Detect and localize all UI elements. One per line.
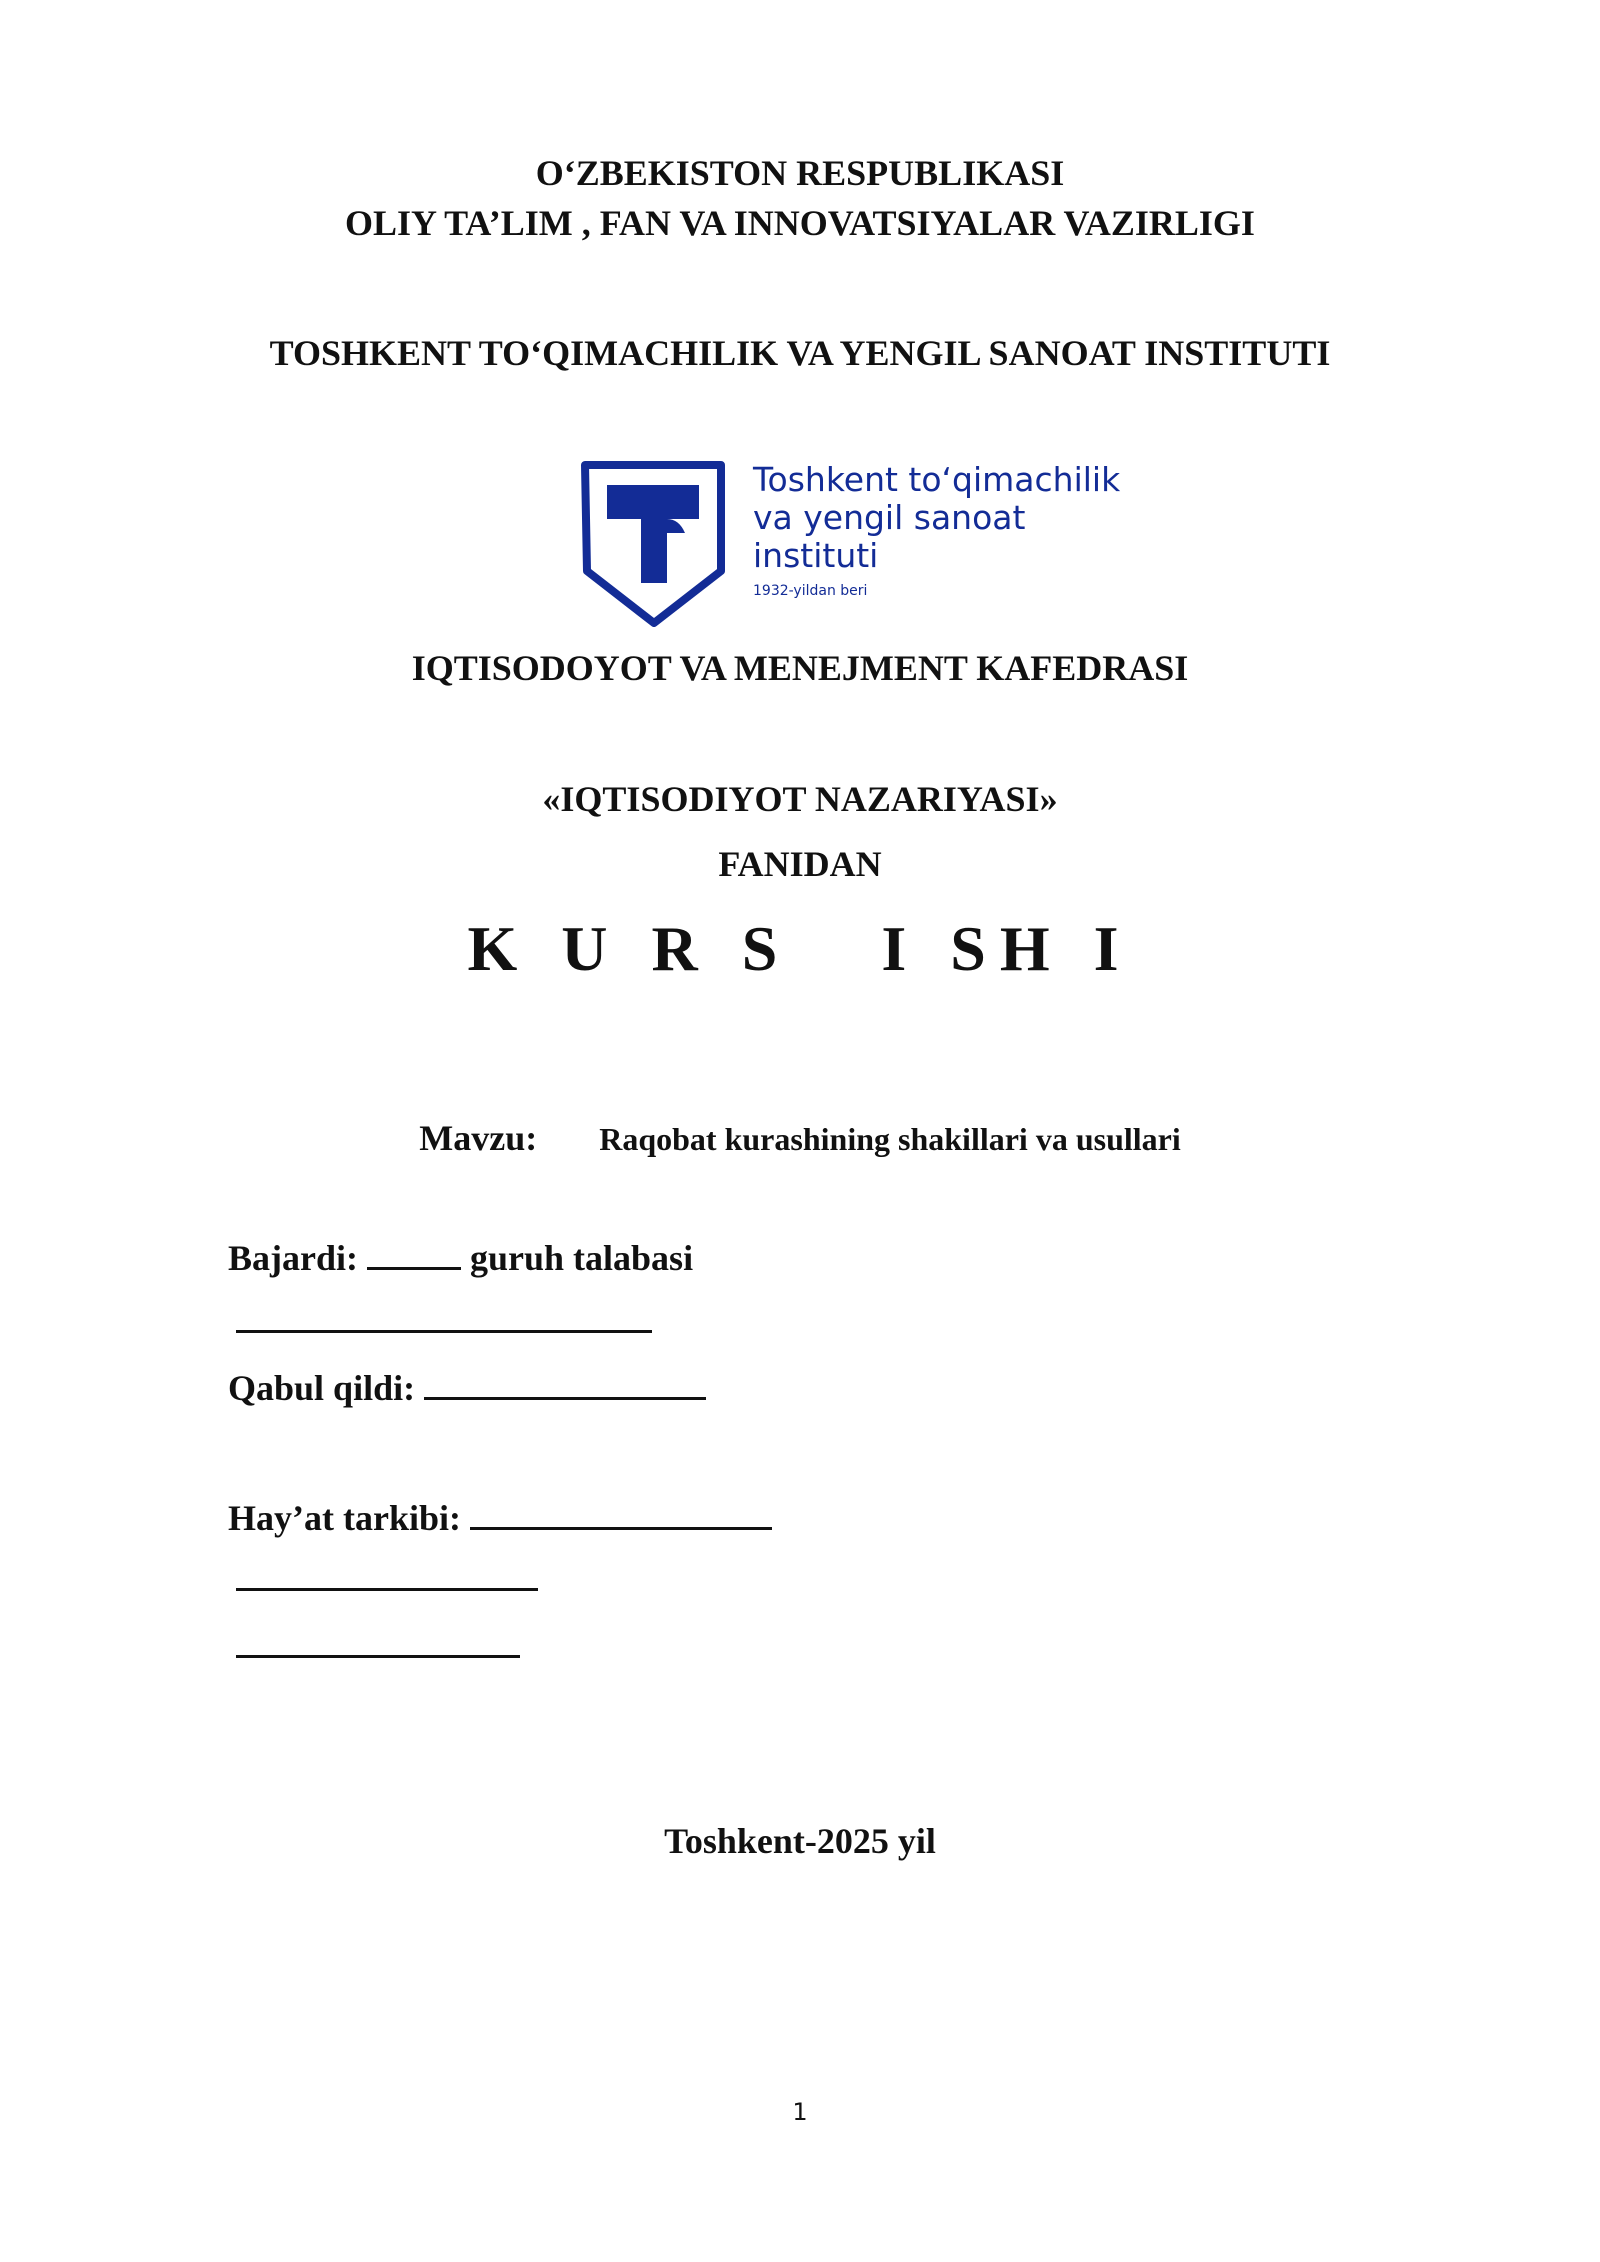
hayat-line xyxy=(228,1497,772,1539)
bajardi-line xyxy=(228,1237,693,1279)
logo-line-1: Toshkent to‘qimachilik xyxy=(753,460,1121,499)
department-heading: IQTISODOYOT VA MENEJMENT KAFEDRASI xyxy=(411,648,1189,688)
logo-wordmark xyxy=(753,461,1120,599)
page-number: 1 xyxy=(792,2098,808,2126)
institute-logo xyxy=(581,461,1141,627)
hayat-line-3 xyxy=(236,1625,520,1667)
hayat-blank-1 xyxy=(470,1499,772,1530)
document-type-title: K U R S I SH I xyxy=(467,913,1133,984)
qabul-label: Qabul qildi: xyxy=(228,1368,416,1408)
student-name-line xyxy=(236,1300,652,1342)
qabul-blank xyxy=(424,1369,706,1400)
logo-since: 1932-yildan beri xyxy=(753,583,868,599)
qabul-line xyxy=(228,1367,706,1409)
topic-line xyxy=(0,1117,1600,1159)
group-blank xyxy=(367,1239,461,1270)
country-heading: O‘ZBEKISTON RESPUBLIKASI xyxy=(535,153,1065,193)
hayat-blank-2 xyxy=(236,1560,538,1591)
topic-value: Raqobat kurashining shakillari va usullari xyxy=(599,1121,1181,1157)
institute-heading: TOSHKENT TO‘QIMACHILIK VA YENGIL SANOAT INSTITUTI xyxy=(269,333,1331,373)
place-year: Toshkent-2025 yil xyxy=(664,1821,936,1861)
student-name-blank xyxy=(236,1302,652,1333)
hayat-line-2 xyxy=(236,1558,538,1600)
ministry-heading: OLIY TA’LIM , FAN VA INNOVATSIYALAR VAZIRLIGI xyxy=(345,203,1255,243)
logo-line-3: instituti xyxy=(753,536,879,575)
subject-suffix: FANIDAN xyxy=(718,844,882,884)
hayat-label: Hay’at tarkibi: xyxy=(228,1498,461,1538)
topic-label: Mavzu: xyxy=(419,1118,538,1158)
bajardi-label: Bajardi: xyxy=(228,1238,358,1278)
hayat-blank-3 xyxy=(236,1627,520,1658)
shield-t-icon xyxy=(581,461,727,627)
bajardi-suffix: guruh talabasi xyxy=(470,1238,694,1278)
logo-line-2: va yengil sanoat xyxy=(753,498,1026,537)
subject-title: «IQTISODIYOT NAZARIYASI» xyxy=(542,779,1058,819)
